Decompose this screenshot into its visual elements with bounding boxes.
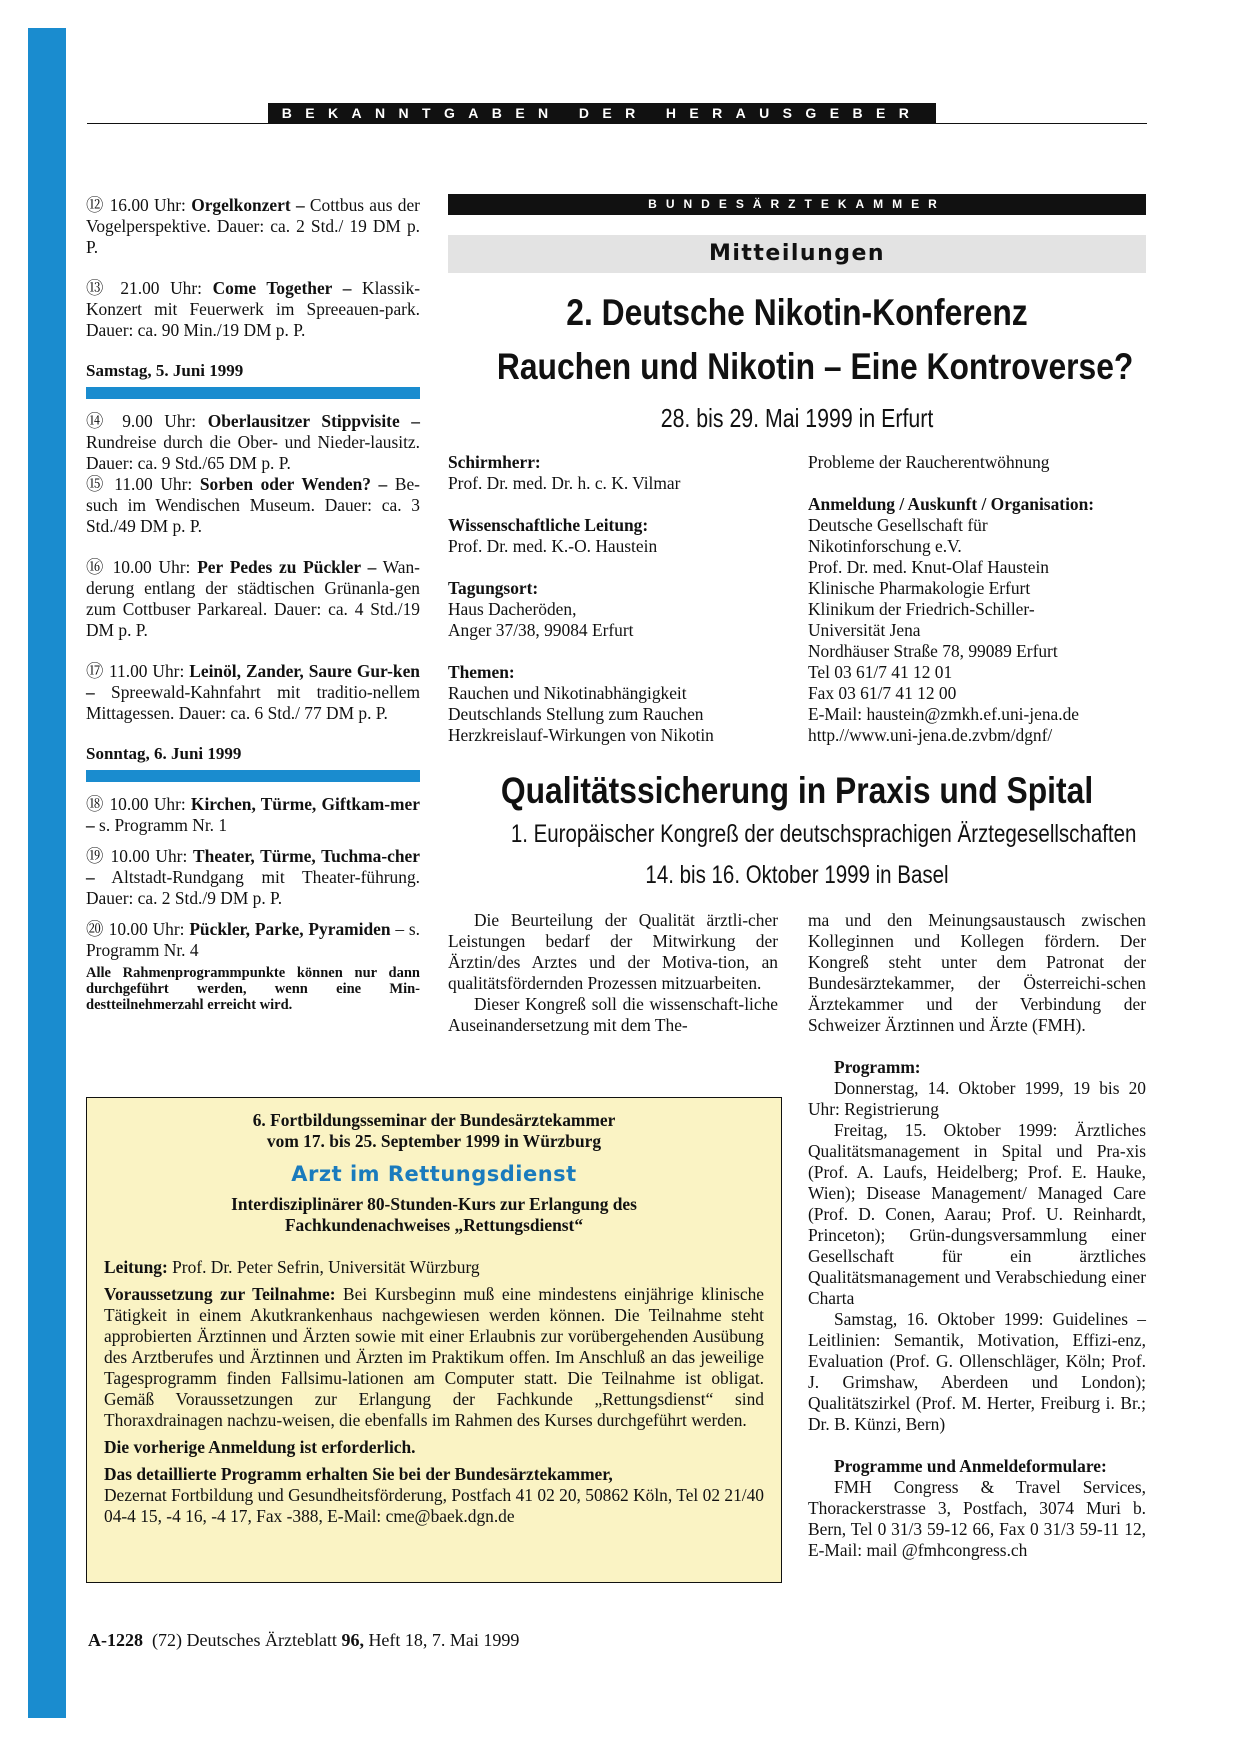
program-entry-19: ⑲ 10.00 Uhr: Theater, Türme, Tuchma-cher – Altstadt-Rundgang mit Theater-führung. Dauer: ca. 2 Std./9 DM p. P. <box>86 846 420 908</box>
qs-registration-label: Programme und Anmeldeformulare: <box>834 1456 1107 1476</box>
qs-program-day: Samstag, 16. Oktober 1999: Guidelines – Leitlinien: Semantik, Motivation, Effizi-enz, Evaluation (Prof. G. Ollenschläger, Köln; Prof. J. Grimshaw, Aberdeen und London); Qualitätszirkel (Prof. M. Herter, Freiburg i. Br.; Dr. B. Künzi, Bern) <box>808 1309 1146 1434</box>
program-entry-17: ⑰ 11.00 Uhr: Leinöl, Zander, Saure Gur-ken – Spreewald-Kahnfahrt mit traditio-nellem Mittagessen. Dauer: ca. 6 Std./ 77 DM p. P. <box>86 661 420 723</box>
day-rule <box>86 770 420 782</box>
program-entry-12: ⑫ 16.00 Uhr: Orgelkonzert – Cottbus aus der Vogelperspektive. Dauer: ca. 2 Std./ 19 DM p. P. <box>86 195 420 257</box>
seminar-heading: 6. Fortbildungsseminar der Bundesärztekammer <box>252 1110 616 1130</box>
program-note: Alle Rahmenprogrammpunkte können nur dann durchgeführt werden, wenn eine Min-destteilnehmerzahl erreicht wird. <box>86 965 420 1013</box>
seminar-program-label: Das detaillierte Programm erhalten Sie bei der Bundesärztekammer, <box>104 1464 613 1484</box>
program-entry-15: ⑮ 11.00 Uhr: Sorben oder Wenden? – Be-such im Wendischen Museum. Dauer: ca. 3 Std./49 DM p. P. <box>86 474 420 536</box>
qs-paragraph: Dieser Kongreß soll die wissenschaft-liche Auseinandersetzung mit dem The- <box>448 994 778 1035</box>
registration-label: Anmeldung / Auskunft / Organisation: <box>808 494 1095 514</box>
page-footer: A-1228 (72) Deutsches Ärzteblatt 96, Heft 18, 7. Mai 1999 <box>88 1630 520 1650</box>
seminar-subtitle: Interdisziplinärer 80-Stunden-Kurs zur Erlangung des <box>231 1194 637 1214</box>
program-entry-18: ⑱ 10.00 Uhr: Kirchen, Türme, Giftkam-mer – s. Programm Nr. 1 <box>86 794 420 835</box>
qs-title: Qualitätssicherung in Praxis und Spital <box>500 770 1094 811</box>
topic-item: Probleme der Raucherentwöhnung <box>808 452 1050 472</box>
topic-item: Deutschlands Stellung zum Rauchen <box>448 704 704 724</box>
contact-url: http.//www.uni-jena.de.zvbm/dgnf/ <box>808 725 1053 745</box>
seminar-heading: vom 17. bis 25. September 1999 in Würzburg <box>266 1131 602 1151</box>
seminar-lead: Leitung: Prof. Dr. Peter Sefrin, Universität Würzburg <box>104 1257 480 1277</box>
seminar-registration-note: Die vorherige Anmeldung ist erforderlich. <box>104 1437 416 1457</box>
bak-banner: BUNDESÄRZTEKAMMER <box>448 194 1146 215</box>
scientific-lead-label: Wissenschaftliche Leitung: <box>448 515 649 535</box>
nikotin-info-right <box>808 452 1146 746</box>
program-entry-14: ⑭ 9.00 Uhr: Oberlausitzer Stippvisite – Rundreise durch die Ober- und Nieder-lausitz. Dauer: ca. 9 Std./65 DM p. P. <box>86 411 420 473</box>
program-entry-20: ⑳ 10.00 Uhr: Pückler, Parke, Pyramiden – s. Programm Nr. 4 <box>86 919 420 960</box>
qs-program-day: Freitag, 15. Oktober 1999: Ärztliches Qualitätsmanagement in Spital und Pra-xis (Prof. A. Laufs, Heidelberg; Prof. E. Hauke, Wien); Disease Management/ Managed Care (Prof. D. Conen, Aarau; Prof. U. Reinhardt, Princeton); Grün-dungsversammlung einer Gesellschaft für ein ärztliches Qualitätsmanagement und Verabschiedung einer Charta <box>808 1120 1146 1308</box>
page-number: A-1228 <box>88 1630 143 1650</box>
nikotin-info-left <box>448 452 778 746</box>
patron-value: Prof. Dr. med. Dr. h. c. K. Vilmar <box>448 473 681 493</box>
contact-line: Klinische Pharmakologie Erfurt <box>808 578 1031 598</box>
qs-date: 14. bis 16. Oktober 1999 in Basel <box>645 861 949 889</box>
program-entry-13: ⑬ 21.00 Uhr: Come Together – Klassik-Konzert mit Feuerwerk im Spreeauen-park. Dauer: ca. 90 Min./19 DM p. P. <box>86 278 420 340</box>
nikotin-subtitle: Rauchen und Nikotin – Eine Kontroverse? <box>496 346 1134 387</box>
contact-line: Nordhäuser Straße 78, 99089 Erfurt <box>808 641 1058 661</box>
patron-label: Schirmherr: <box>448 452 541 472</box>
header-banner: BEKANNTGABEN DER HERAUSGEBER <box>268 103 936 123</box>
seminar-contact: Dezernat Fortbildung und Gesundheitsförderung, Postfach 41 02 20, 50862 Köln, Tel 02 21/40 04-4 15, -4 16, -4 17, Fax -388, E-Mail: cme@baek.dgn.de <box>104 1485 764 1526</box>
nikotin-date: 28. bis 29. Mai 1999 in Erfurt <box>660 403 934 433</box>
scientific-lead-value: Prof. Dr. med. K.-O. Haustein <box>448 536 658 556</box>
contact-phone: Tel 03 61/7 41 12 01 <box>808 662 953 682</box>
qs-registration-text: FMH Congress & Travel Services, Thorackerstrasse 3, Postfach, 3074 Muri b. Bern, Tel 0 31/3 59-12 66, Fax 0 31/3 59-11 12, E-Mail: mail @fmhcongress.ch <box>808 1477 1146 1560</box>
contact-line: Deutsche Gesellschaft für <box>808 515 988 535</box>
qs-subtitle: 1. Europäischer Kongreß der deutschsprachigen Ärztegesellschaften <box>510 820 1137 848</box>
seminar-box <box>86 1097 782 1583</box>
seminar-requirements: Voraussetzung zur Teilnahme: Bei Kursbeginn muß eine mindestens einjährige klinische Tätigkeit in einem Akutkrankenhaus nachgewiesen werden können. Die Teilnahme steht approbierten Ärztinnen und Ärzten sowie mit einer Erlaubnis zur vorübergehenden Ausübung des Arztberufes und Ärztinnen und Ärzten im Praktikum offen. Im Anschluß an das jeweilige Tagesprogramm finden Fallsimu-lationen am Computer statt. Die Teilnahme ist obligat. Gemäß Voraussetzungen zur Erlangung der Fachkunde „Rettungsdienst“ sind Thoraxdrainagen nachzu-weisen, die ebenfalls im Rahmen des Kurses durchgeführt werden. <box>104 1284 764 1430</box>
qs-text-right <box>808 910 1146 1561</box>
qs-program-day: Donnerstag, 14. Oktober 1999, 19 bis 20 Uhr: Registrierung <box>808 1078 1146 1119</box>
side-accent-bar <box>28 28 66 1718</box>
day-heading-sunday: Sonntag, 6. Juni 1999 <box>86 744 242 763</box>
contact-line: Prof. Dr. med. Knut-Olaf Haustein <box>808 557 1050 577</box>
contact-line: Universität Jena <box>808 620 921 640</box>
qs-paragraph: Die Beurteilung der Qualität ärztli-cher Leistungen bedarf der Mitwirkung der Ärztin/des Arztes und der Motiva-tion, an qualitätsfördernden Prozessen mitzuarbeiten. <box>448 910 778 993</box>
contact-line: Klinikum der Friedrich-Schiller- <box>808 599 1035 619</box>
nikotin-title: 2. Deutsche Nikotin-Konferenz <box>566 292 1028 333</box>
topic-item: Herzkreislauf-Wirkungen von Nikotin <box>448 725 714 745</box>
day-heading-saturday: Samstag, 5. Juni 1999 <box>86 361 244 380</box>
header-rule <box>87 123 1147 124</box>
left-column <box>86 195 420 1013</box>
venue-label: Tagungsort: <box>448 578 539 598</box>
venue-line: Anger 37/38, 99084 Erfurt <box>448 620 634 640</box>
contact-email: E-Mail: haustein@zmkh.ef.uni-jena.de <box>808 704 1079 724</box>
qs-paragraph: ma und den Meinungsaustausch zwischen Kolleginnen und Kollegen fördern. Der Kongreß steht unter dem Patronat der Bundesärztekammer, der Österreichi-schen Ärztekammer und der Verbindung der Schweizer Ärztinnen und Ärzte (FMH). <box>808 910 1146 1035</box>
contact-line: Nikotinforschung e.V. <box>808 536 962 556</box>
section-title-mitteilungen: Mitteilungen <box>448 235 1146 273</box>
qs-text-left <box>448 910 778 1036</box>
contact-fax: Fax 03 61/7 41 12 00 <box>808 683 957 703</box>
topic-item: Rauchen und Nikotinabhängigkeit <box>448 683 687 703</box>
seminar-subtitle: Fachkundenachweises „Rettungsdienst“ <box>284 1215 584 1235</box>
seminar-title: Arzt im Rettungsdienst <box>291 1162 577 1186</box>
program-entry-16: ⑯ 10.00 Uhr: Per Pedes zu Pückler – Wan-derung entlang der städtischen Grünanla-gen zum Cottbuser Parkareal. Dauer: ca. 4 Std./19 DM p. P. <box>86 557 420 640</box>
venue-line: Haus Dacheröden, <box>448 599 577 619</box>
topics-label: Themen: <box>448 662 515 682</box>
qs-program-label: Programm: <box>834 1057 921 1077</box>
day-rule <box>86 387 420 399</box>
